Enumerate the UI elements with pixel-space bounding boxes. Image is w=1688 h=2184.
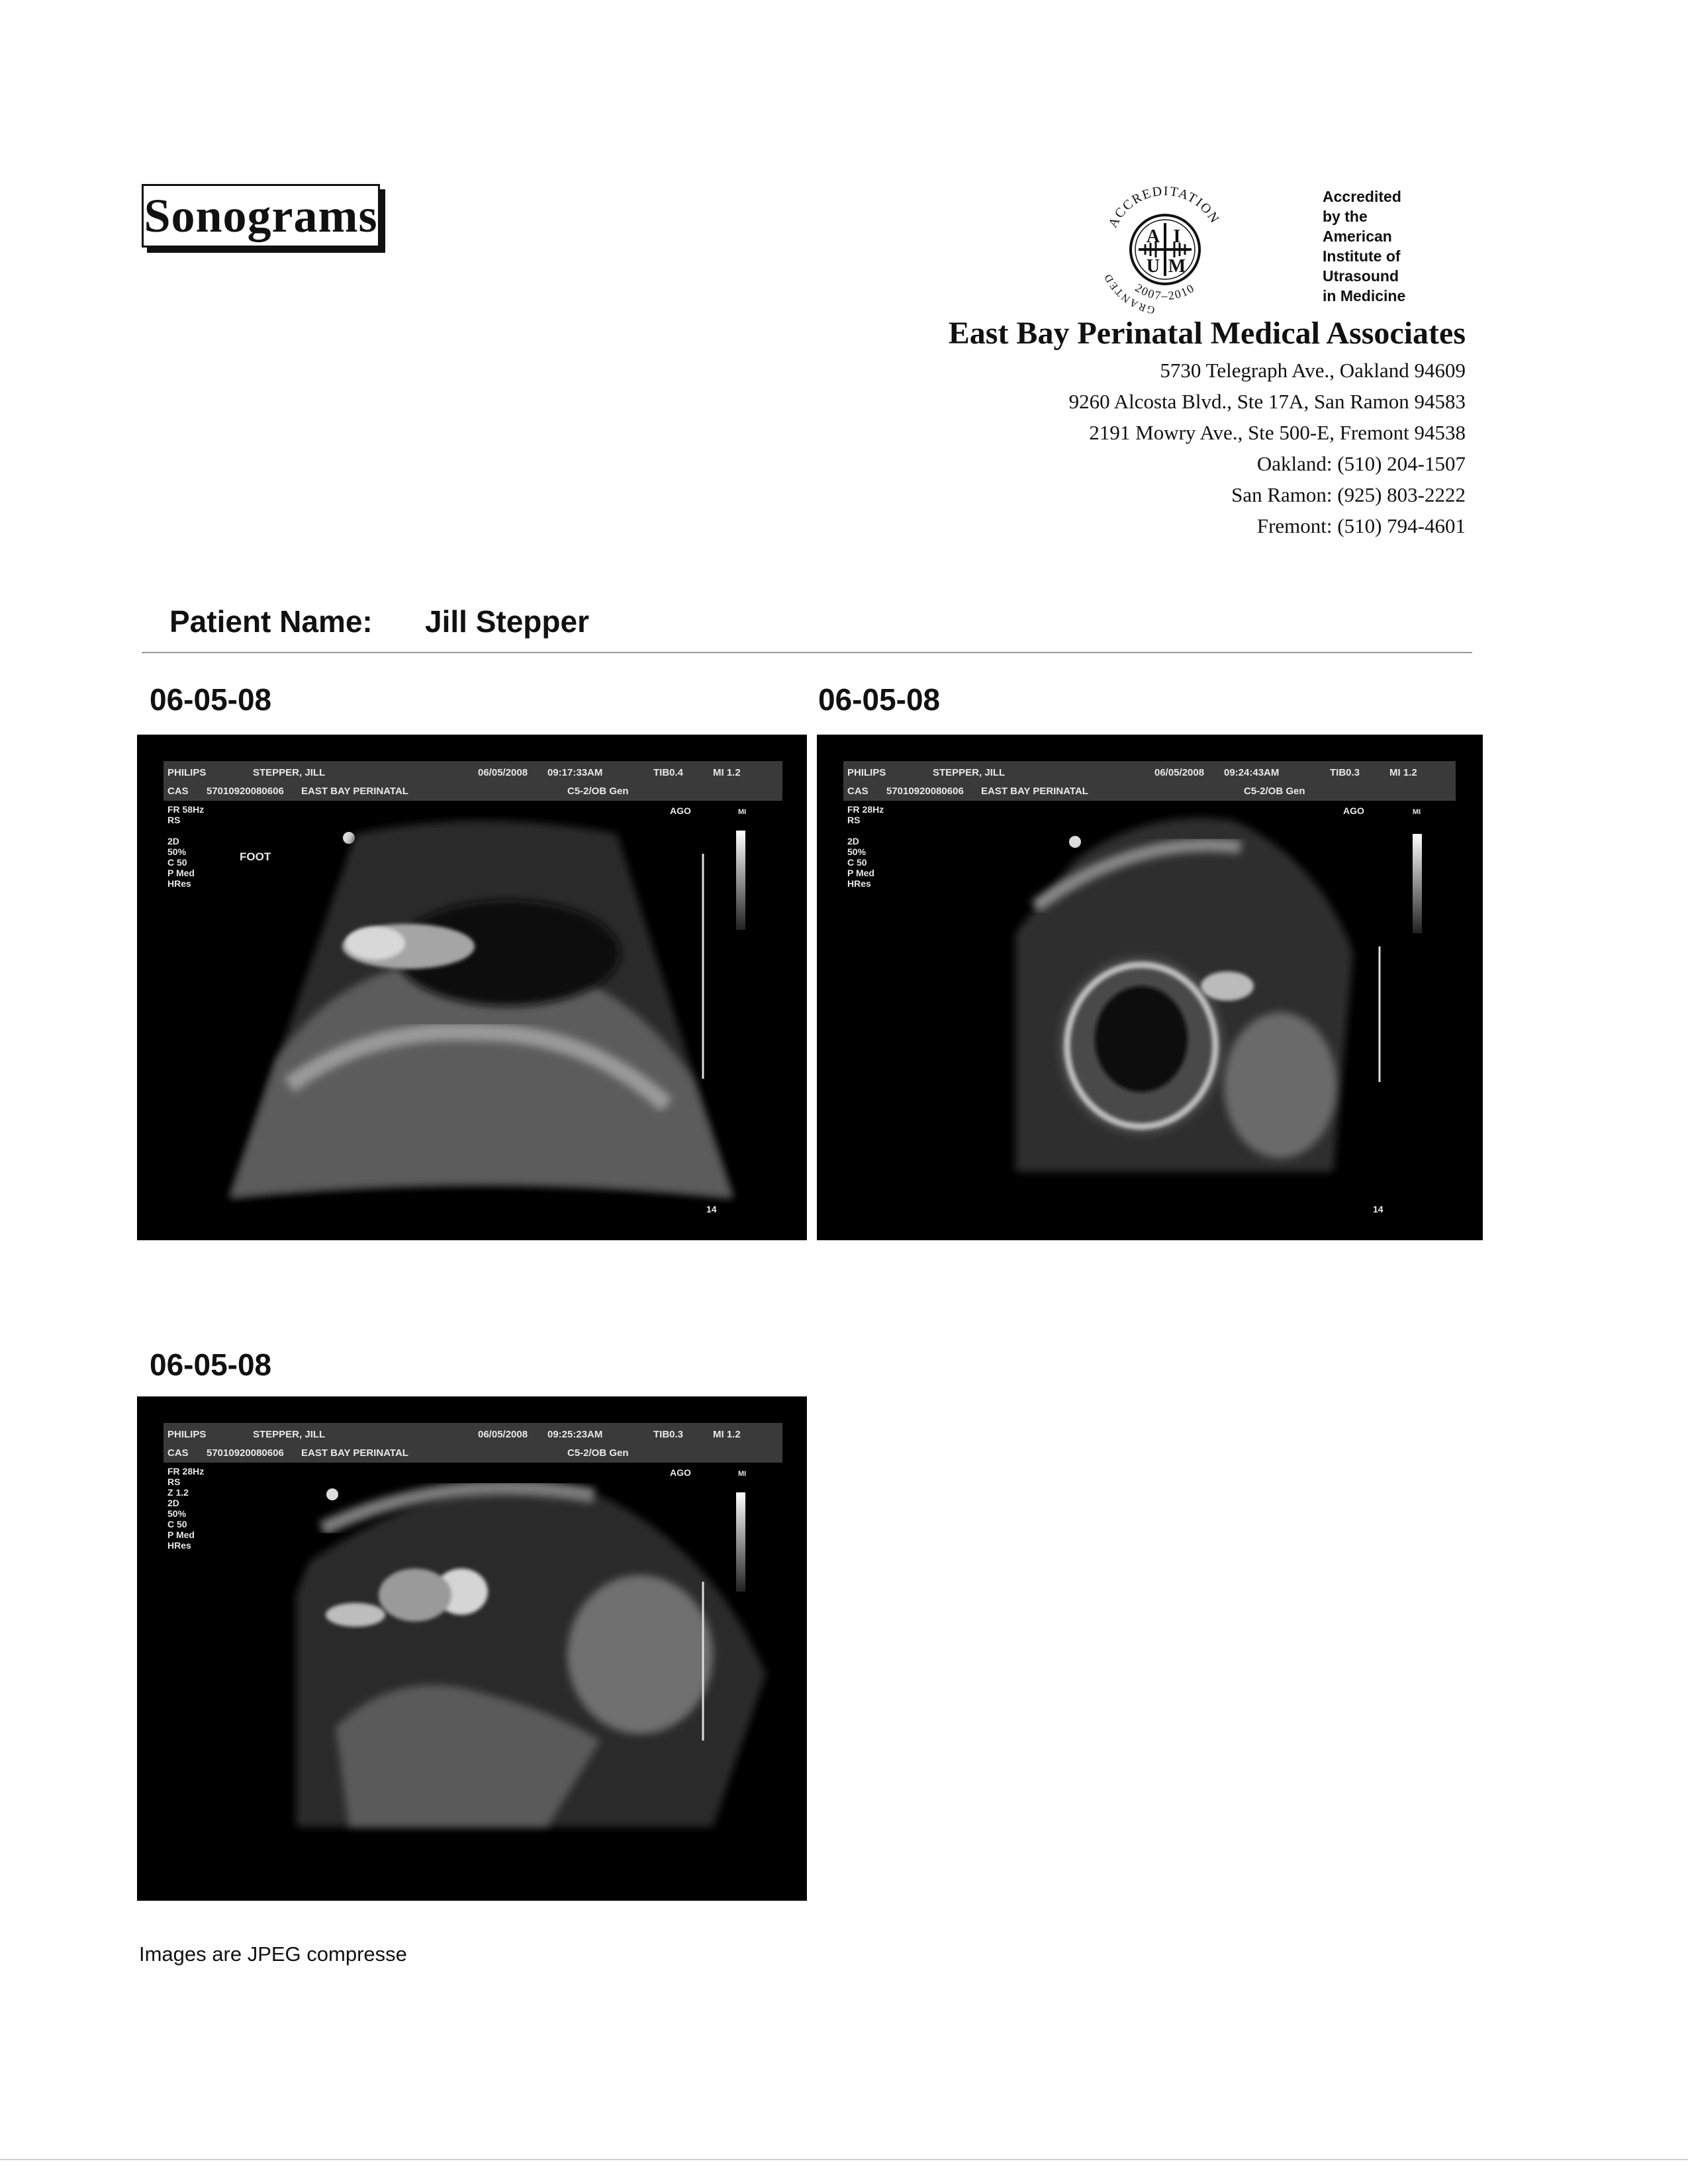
side-param: HRes — [167, 1540, 191, 1551]
sonogram-image-2 — [817, 735, 1483, 1240]
hud-time: 09:24:43AM — [1224, 767, 1280, 778]
seal-letter-a: A — [1146, 226, 1160, 247]
side-param: HRes — [167, 878, 191, 889]
hud-cas: CAS — [167, 1447, 189, 1459]
hud-date: 06/05/2008 — [478, 1429, 528, 1440]
side-param: RS — [167, 815, 181, 825]
accreditation-line: by the — [1323, 208, 1368, 225]
page-title-box — [142, 184, 380, 248]
hud-mi: MI 1.2 — [713, 1429, 741, 1440]
scan-date-1: 06-05-08 — [150, 682, 272, 717]
seal-letter-u: U — [1146, 256, 1160, 277]
sonogram-image-1 — [137, 735, 807, 1240]
patient-name-label: Patient Name: — [169, 604, 373, 639]
hud-tib: TIB0.3 — [1330, 767, 1360, 778]
side-param: C 50 — [167, 1519, 187, 1529]
hud-cas: CAS — [167, 786, 189, 797]
hud-cas: CAS — [847, 786, 868, 797]
side-param: Z 1.2 — [167, 1487, 189, 1498]
side-param: P Med — [167, 1529, 195, 1540]
patient-row — [169, 604, 589, 639]
seal-letter-i: I — [1173, 226, 1181, 247]
hud-clinic: EAST BAY PERINATAL — [301, 786, 408, 797]
address-line-oakland: 5730 Telegraph Ave., Oakland 94609 — [1160, 359, 1466, 382]
side-param: 2D — [167, 1498, 179, 1508]
side-param: 2D — [167, 836, 179, 846]
seal-letter-m: M — [1168, 256, 1186, 277]
hud-patient: STEPPER, JILL — [253, 1429, 326, 1440]
hud-id: 57010920080606 — [207, 1447, 284, 1459]
phone-fremont: Fremont: (510) 794-4601 — [1256, 514, 1466, 537]
hud-tib: TIB0.4 — [653, 767, 684, 778]
scan-date-2: 06-05-08 — [818, 682, 941, 717]
phone-san-ramon: San Ramon: (925) 803-2222 — [1231, 483, 1466, 506]
depth-marker: 14 — [706, 1204, 717, 1214]
side-param: RS — [167, 1477, 181, 1487]
accreditation-line: Institute of — [1323, 248, 1401, 265]
hud-date: 06/05/2008 — [1154, 767, 1205, 778]
side-param: 2D — [847, 836, 859, 846]
page-title: Sonograms — [144, 189, 378, 242]
hud-mi-small: MI — [1413, 808, 1421, 816]
side-param: FR 28Hz — [847, 804, 884, 815]
address-line-san-ramon: 9260 Alcosta Blvd., Ste 17A, San Ramon 94583 — [1068, 390, 1466, 413]
side-param: P Med — [847, 868, 874, 878]
side-param: FR 28Hz — [167, 1466, 205, 1477]
hud-mi: MI 1.2 — [1389, 767, 1417, 778]
footer-note: Images are JPEG compresse — [139, 1942, 407, 1966]
hud-ago: AGO — [1343, 805, 1364, 816]
hud-id: 57010920080606 — [886, 786, 964, 797]
hud-probe: C5-2/OB Gen — [1244, 786, 1305, 797]
hud-probe: C5-2/OB Gen — [567, 786, 629, 797]
divider — [142, 652, 1472, 653]
scan-date-3: 06-05-08 — [150, 1347, 272, 1382]
seal-text-top: ACCREDITATION — [1105, 183, 1223, 230]
hud-mi-small: MI — [738, 1470, 747, 1478]
hud-date: 06/05/2008 — [478, 767, 528, 778]
accreditation-line: Utrasound — [1323, 267, 1399, 285]
hud-mi: MI 1.2 — [713, 767, 741, 778]
side-param: FR 58Hz — [167, 804, 205, 815]
seal-text-bottom: 2007–2010 — [1133, 281, 1197, 302]
hud-brand: PHILIPS — [167, 767, 207, 778]
hud-id: 57010920080606 — [207, 786, 284, 797]
side-param: RS — [847, 815, 861, 825]
hud-brand: PHILIPS — [167, 1429, 207, 1440]
side-param: 50% — [847, 846, 867, 857]
hud-tib: TIB0.3 — [653, 1429, 684, 1440]
hud-patient: STEPPER, JILL — [253, 767, 326, 778]
address-line-fremont: 2191 Mowry Ave., Ste 500-E, Fremont 94538 — [1089, 421, 1466, 444]
practice-name: East Bay Perinatal Medical Associates — [948, 316, 1466, 351]
hud-time: 09:17:33AM — [547, 767, 603, 778]
accreditation-text — [1323, 187, 1468, 306]
hud-ago: AGO — [670, 1467, 691, 1478]
practice-address-block — [1069, 355, 1466, 541]
hud-probe: C5-2/OB Gen — [567, 1447, 629, 1459]
scan-annotation: FOOT — [240, 850, 271, 863]
aium-seal-logo — [1092, 175, 1238, 321]
side-param: C 50 — [847, 857, 867, 868]
hud-mi-small: MI — [738, 808, 747, 816]
hud-time: 09:25:23AM — [547, 1429, 603, 1440]
hud-ago: AGO — [670, 805, 691, 816]
hud-brand: PHILIPS — [847, 767, 886, 778]
side-param: C 50 — [167, 857, 187, 868]
depth-marker: 14 — [1373, 1204, 1383, 1214]
patient-name-value: Jill Stepper — [425, 604, 589, 639]
accreditation-line: Accredited — [1323, 188, 1401, 205]
phone-oakland: Oakland: (510) 204-1507 — [1256, 452, 1466, 475]
page-edge-line — [0, 2159, 1688, 2160]
side-param: HRes — [847, 878, 871, 889]
side-param: 50% — [167, 846, 187, 857]
hud-clinic: EAST BAY PERINATAL — [981, 786, 1088, 797]
accreditation-line: in Medicine — [1323, 287, 1406, 304]
side-param: 50% — [167, 1508, 187, 1519]
side-param: P Med — [167, 868, 195, 878]
hud-clinic: EAST BAY PERINATAL — [301, 1447, 408, 1459]
hud-patient: STEPPER, JILL — [933, 767, 1006, 778]
seal-text-left: GRANTED — [1102, 271, 1156, 316]
sonogram-image-3 — [137, 1396, 807, 1901]
accreditation-line: American — [1323, 228, 1392, 245]
